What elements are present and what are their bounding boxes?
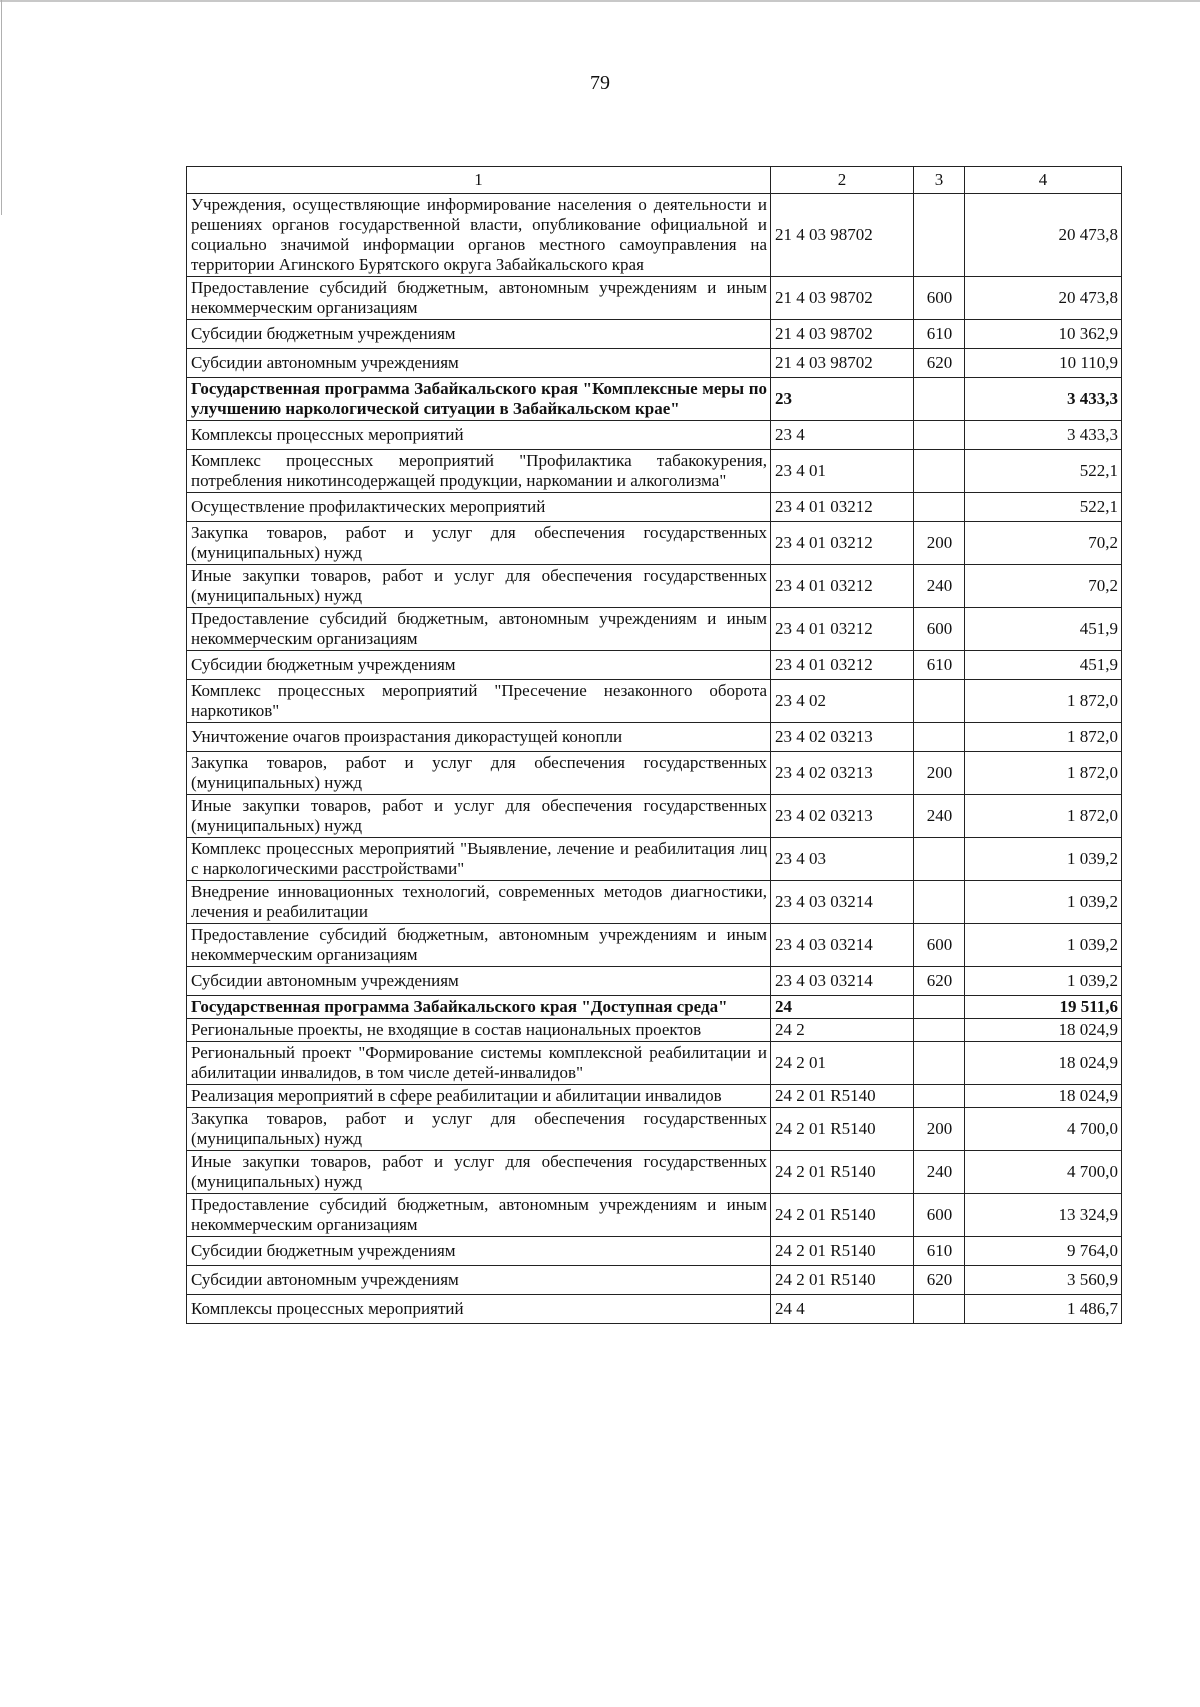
row-code-cell: 23 4 02 03213 bbox=[771, 795, 914, 838]
row-amount-cell: 20 473,8 bbox=[965, 277, 1122, 320]
row-type-cell: 620 bbox=[914, 349, 965, 378]
table-row bbox=[187, 1295, 1122, 1324]
table-header-row bbox=[187, 167, 1122, 194]
row-name-cell: Комплекс процессных мероприятий "Пресечение незаконного оборота наркотиков" bbox=[187, 680, 771, 723]
table-row bbox=[187, 522, 1122, 565]
table-row bbox=[187, 349, 1122, 378]
row-code-cell: 23 4 01 03212 bbox=[771, 522, 914, 565]
row-type-cell bbox=[914, 996, 965, 1019]
row-amount-cell: 3 433,3 bbox=[965, 421, 1122, 450]
row-amount-cell: 18 024,9 bbox=[965, 1085, 1122, 1108]
row-name-cell: Комплексы процессных мероприятий bbox=[187, 1295, 771, 1324]
table-row bbox=[187, 320, 1122, 349]
row-amount-cell: 3 560,9 bbox=[965, 1266, 1122, 1295]
row-name-cell: Субсидии бюджетным учреждениям bbox=[187, 651, 771, 680]
row-type-cell: 600 bbox=[914, 277, 965, 320]
table-row bbox=[187, 1019, 1122, 1042]
row-amount-cell: 1 872,0 bbox=[965, 752, 1122, 795]
row-name-cell: Субсидии автономным учреждениям bbox=[187, 349, 771, 378]
row-code-cell: 23 bbox=[771, 378, 914, 421]
row-code-cell: 24 2 01 R5140 bbox=[771, 1151, 914, 1194]
row-code-cell: 21 4 03 98702 bbox=[771, 349, 914, 378]
row-type-cell: 600 bbox=[914, 924, 965, 967]
row-type-cell bbox=[914, 1085, 965, 1108]
row-amount-cell: 522,1 bbox=[965, 450, 1122, 493]
table-row bbox=[187, 1151, 1122, 1194]
row-amount-cell: 18 024,9 bbox=[965, 1042, 1122, 1085]
row-code-cell: 21 4 03 98702 bbox=[771, 320, 914, 349]
table-row bbox=[187, 450, 1122, 493]
table-row bbox=[187, 996, 1122, 1019]
row-type-cell: 200 bbox=[914, 752, 965, 795]
row-type-cell bbox=[914, 1019, 965, 1042]
row-code-cell: 24 2 01 R5140 bbox=[771, 1237, 914, 1266]
row-code-cell: 23 4 02 03213 bbox=[771, 723, 914, 752]
row-name-cell: Комплексы процессных мероприятий bbox=[187, 421, 771, 450]
row-amount-cell: 451,9 bbox=[965, 651, 1122, 680]
row-amount-cell: 1 872,0 bbox=[965, 723, 1122, 752]
row-amount-cell: 522,1 bbox=[965, 493, 1122, 522]
row-name-cell: Субсидии автономным учреждениям bbox=[187, 967, 771, 996]
row-amount-cell: 1 039,2 bbox=[965, 967, 1122, 996]
row-name-cell: Региональный проект "Формирование системы комплексной реабилитации и абилитации инвалидов, в том числе детей-инвалидов" bbox=[187, 1042, 771, 1085]
row-code-cell: 21 4 03 98702 bbox=[771, 194, 914, 277]
table-row bbox=[187, 967, 1122, 996]
row-name-cell: Предоставление субсидий бюджетным, автономным учреждениям и иным некоммерческим организациям bbox=[187, 277, 771, 320]
row-type-cell bbox=[914, 723, 965, 752]
row-amount-cell: 1 872,0 bbox=[965, 795, 1122, 838]
table-row bbox=[187, 838, 1122, 881]
row-name-cell: Субсидии бюджетным учреждениям bbox=[187, 320, 771, 349]
row-name-cell: Иные закупки товаров, работ и услуг для обеспечения государственных (муниципальных) нужд bbox=[187, 1151, 771, 1194]
row-amount-cell: 9 764,0 bbox=[965, 1237, 1122, 1266]
table-row bbox=[187, 1085, 1122, 1108]
row-amount-cell: 70,2 bbox=[965, 565, 1122, 608]
header-col-4: 4 bbox=[965, 167, 1122, 194]
row-type-cell bbox=[914, 680, 965, 723]
table-row bbox=[187, 608, 1122, 651]
row-code-cell: 23 4 02 bbox=[771, 680, 914, 723]
row-type-cell bbox=[914, 838, 965, 881]
row-name-cell: Предоставление субсидий бюджетным, автономным учреждениям и иным некоммерческим организациям bbox=[187, 924, 771, 967]
row-code-cell: 23 4 01 03212 bbox=[771, 608, 914, 651]
table-row bbox=[187, 1194, 1122, 1237]
header-col-3: 3 bbox=[914, 167, 965, 194]
table-row bbox=[187, 493, 1122, 522]
row-amount-cell: 70,2 bbox=[965, 522, 1122, 565]
row-name-cell: Комплекс процессных мероприятий "Профилактика табакокурения, потребления никотинсодержащей продукции, наркомании и алкоголизма" bbox=[187, 450, 771, 493]
row-amount-cell: 18 024,9 bbox=[965, 1019, 1122, 1042]
row-name-cell: Уничтожение очагов произрастания дикорастущей конопли bbox=[187, 723, 771, 752]
row-code-cell: 24 bbox=[771, 996, 914, 1019]
table-row bbox=[187, 752, 1122, 795]
row-amount-cell: 20 473,8 bbox=[965, 194, 1122, 277]
table-row bbox=[187, 1237, 1122, 1266]
table-row bbox=[187, 1042, 1122, 1085]
row-type-cell bbox=[914, 1042, 965, 1085]
row-code-cell: 23 4 03 bbox=[771, 838, 914, 881]
row-type-cell: 620 bbox=[914, 1266, 965, 1295]
row-name-cell: Предоставление субсидий бюджетным, автономным учреждениям и иным некоммерческим организациям bbox=[187, 608, 771, 651]
row-amount-cell: 451,9 bbox=[965, 608, 1122, 651]
table-body bbox=[187, 194, 1122, 1324]
row-name-cell: Осуществление профилактических мероприятий bbox=[187, 493, 771, 522]
table-row bbox=[187, 723, 1122, 752]
row-name-cell: Субсидии бюджетным учреждениям bbox=[187, 1237, 771, 1266]
row-name-cell: Учреждения, осуществляющие информирование населения о деятельности и решениях органов государственной власти, опубликование официальной и социально значимой информации органов местного самоуправления на территории Агинского Бурятского округа Забайкальского края bbox=[187, 194, 771, 277]
table-row bbox=[187, 924, 1122, 967]
row-type-cell bbox=[914, 421, 965, 450]
row-code-cell: 24 2 01 R5140 bbox=[771, 1194, 914, 1237]
row-code-cell: 24 4 bbox=[771, 1295, 914, 1324]
row-code-cell: 23 4 01 03212 bbox=[771, 565, 914, 608]
row-code-cell: 23 4 01 bbox=[771, 450, 914, 493]
row-amount-cell: 3 433,3 bbox=[965, 378, 1122, 421]
table-row bbox=[187, 194, 1122, 277]
row-amount-cell: 10 362,9 bbox=[965, 320, 1122, 349]
row-name-cell: Иные закупки товаров, работ и услуг для обеспечения государственных (муниципальных) нужд bbox=[187, 795, 771, 838]
budget-table bbox=[186, 166, 1122, 1324]
row-name-cell: Закупка товаров, работ и услуг для обеспечения государственных (муниципальных) нужд bbox=[187, 522, 771, 565]
row-code-cell: 23 4 02 03213 bbox=[771, 752, 914, 795]
table-row bbox=[187, 378, 1122, 421]
row-amount-cell: 13 324,9 bbox=[965, 1194, 1122, 1237]
table-row bbox=[187, 1266, 1122, 1295]
row-name-cell: Закупка товаров, работ и услуг для обеспечения государственных (муниципальных) нужд bbox=[187, 752, 771, 795]
row-type-cell bbox=[914, 493, 965, 522]
table-row bbox=[187, 1108, 1122, 1151]
row-type-cell: 610 bbox=[914, 1237, 965, 1266]
row-name-cell: Региональные проекты, не входящие в состав национальных проектов bbox=[187, 1019, 771, 1042]
row-name-cell: Комплекс процессных мероприятий "Выявление, лечение и реабилитация лиц с наркологическими расстройствами" bbox=[187, 838, 771, 881]
row-code-cell: 23 4 03 03214 bbox=[771, 881, 914, 924]
row-name-cell: Государственная программа Забайкальского края "Комплексные меры по улучшению наркологической ситуации в Забайкальском крае" bbox=[187, 378, 771, 421]
header-col-1: 1 bbox=[187, 167, 771, 194]
row-type-cell bbox=[914, 881, 965, 924]
row-type-cell bbox=[914, 194, 965, 277]
row-type-cell bbox=[914, 1295, 965, 1324]
row-code-cell: 21 4 03 98702 bbox=[771, 277, 914, 320]
row-amount-cell: 1 039,2 bbox=[965, 838, 1122, 881]
row-code-cell: 23 4 03 03214 bbox=[771, 967, 914, 996]
table-row bbox=[187, 881, 1122, 924]
row-type-cell bbox=[914, 378, 965, 421]
row-code-cell: 23 4 01 03212 bbox=[771, 651, 914, 680]
row-amount-cell: 4 700,0 bbox=[965, 1151, 1122, 1194]
row-name-cell: Реализация мероприятий в сфере реабилитации и абилитации инвалидов bbox=[187, 1085, 771, 1108]
row-code-cell: 23 4 01 03212 bbox=[771, 493, 914, 522]
row-type-cell bbox=[914, 450, 965, 493]
row-type-cell: 600 bbox=[914, 1194, 965, 1237]
row-code-cell: 24 2 bbox=[771, 1019, 914, 1042]
row-amount-cell: 1 872,0 bbox=[965, 680, 1122, 723]
row-type-cell: 240 bbox=[914, 795, 965, 838]
row-amount-cell: 1 039,2 bbox=[965, 881, 1122, 924]
row-name-cell: Государственная программа Забайкальского края "Доступная среда" bbox=[187, 996, 771, 1019]
table-row bbox=[187, 421, 1122, 450]
row-name-cell: Закупка товаров, работ и услуг для обеспечения государственных (муниципальных) нужд bbox=[187, 1108, 771, 1151]
row-name-cell: Предоставление субсидий бюджетным, автономным учреждениям и иным некоммерческим организациям bbox=[187, 1194, 771, 1237]
table-row bbox=[187, 277, 1122, 320]
scan-border-left bbox=[1, 0, 2, 215]
table-row bbox=[187, 565, 1122, 608]
table-row bbox=[187, 651, 1122, 680]
row-amount-cell: 19 511,6 bbox=[965, 996, 1122, 1019]
row-type-cell: 610 bbox=[914, 320, 965, 349]
row-name-cell: Иные закупки товаров, работ и услуг для обеспечения государственных (муниципальных) нужд bbox=[187, 565, 771, 608]
row-code-cell: 23 4 03 03214 bbox=[771, 924, 914, 967]
row-amount-cell: 1 486,7 bbox=[965, 1295, 1122, 1324]
page-number: 79 bbox=[590, 72, 610, 94]
row-type-cell: 620 bbox=[914, 967, 965, 996]
row-code-cell: 24 2 01 R5140 bbox=[771, 1266, 914, 1295]
row-code-cell: 24 2 01 R5140 bbox=[771, 1085, 914, 1108]
row-amount-cell: 10 110,9 bbox=[965, 349, 1122, 378]
header-col-2: 2 bbox=[771, 167, 914, 194]
row-type-cell: 240 bbox=[914, 565, 965, 608]
row-code-cell: 24 2 01 R5140 bbox=[771, 1108, 914, 1151]
table-row bbox=[187, 680, 1122, 723]
row-type-cell: 200 bbox=[914, 522, 965, 565]
row-type-cell: 600 bbox=[914, 608, 965, 651]
row-type-cell: 240 bbox=[914, 1151, 965, 1194]
row-name-cell: Внедрение инновационных технологий, современных методов диагностики, лечения и реабилитации bbox=[187, 881, 771, 924]
scan-border-top bbox=[0, 0, 1200, 2]
row-type-cell: 200 bbox=[914, 1108, 965, 1151]
row-amount-cell: 1 039,2 bbox=[965, 924, 1122, 967]
row-name-cell: Субсидии автономным учреждениям bbox=[187, 1266, 771, 1295]
row-type-cell: 610 bbox=[914, 651, 965, 680]
table-row bbox=[187, 795, 1122, 838]
row-code-cell: 23 4 bbox=[771, 421, 914, 450]
row-code-cell: 24 2 01 bbox=[771, 1042, 914, 1085]
row-amount-cell: 4 700,0 bbox=[965, 1108, 1122, 1151]
